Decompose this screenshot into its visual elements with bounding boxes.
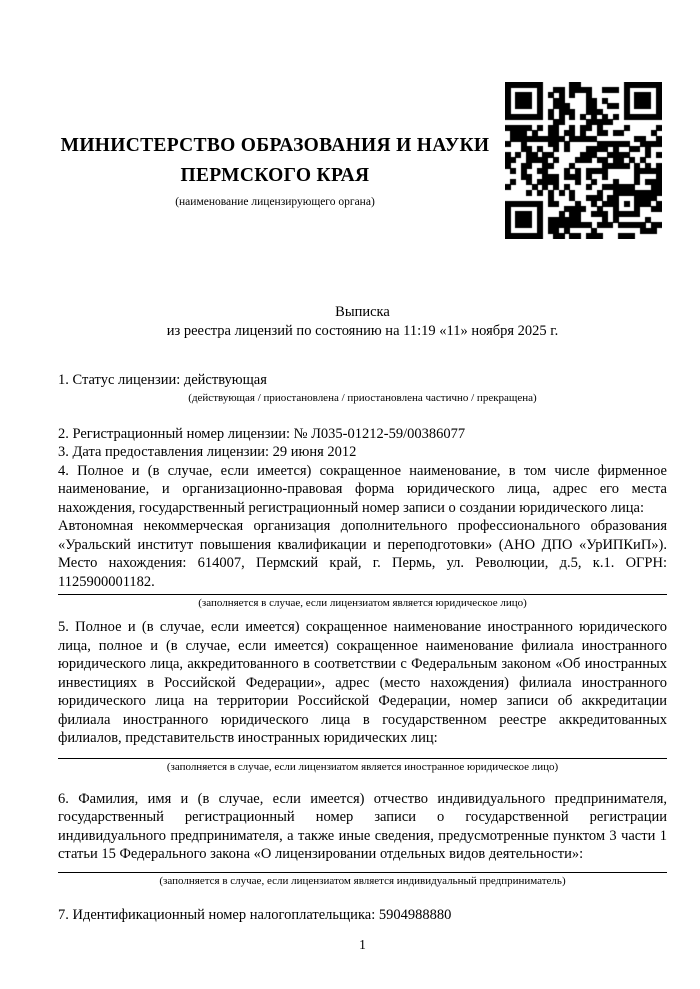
legal-entity-label: 4. Полное и (в случае, если имеется) сокращенное наименование, в том числе фирменное наименование, и организационно-правовая форма юридического лица, адрес его места нахождения, государственный регистрационный номер записи о создании юридического лица: <box>58 462 667 516</box>
license-grant-date: 3. Дата предоставления лицензии: 29 июня 2012 <box>58 444 357 460</box>
fill-in-line <box>58 872 667 873</box>
legal-entity-value: Автономная некоммерческая организация дополнительного профессионального образования «Уральский институт повышения квалификации и переподготовки» (АНО ДПО «УрИПКиП»). Место нахождения: 614007, Пермский край, г. Пермь, ул. Революции, д.5, к.1. ОГРН: 1125900001182. <box>58 518 667 590</box>
license-status-options-caption: (действующая / приостановлена / приостановлена частично / прекращена) <box>188 391 537 404</box>
title-line1: Выписка <box>335 304 390 320</box>
page-number: 1 <box>359 937 366 952</box>
title-line2: из реестра лицензий по состоянию на 11:19 «11» ноября 2025 г. <box>166 322 559 339</box>
document-body <box>58 303 667 955</box>
license-status-text: 1. Статус лицензии: действующая <box>58 372 267 388</box>
section-legal-entity <box>58 462 667 611</box>
individual-entrepreneur-caption: (заполняется в случае, если лицензиатом является индивидуальный предприниматель) <box>159 874 566 887</box>
license-registration-number: 2. Регистрационный номер лицензии: № Л035-01212-59/00386077 <box>58 425 466 442</box>
individual-entrepreneur-label: 6. Фамилия, имя и (в случае, если имеется) отчество индивидуального предпринимателя, государственный регистрационный номер записи о государственной регистрации индивидуального предпринимателя, а также иные сведения, предусмотренные пунктом 3 части 1 статьи 15 Федерального закона «О лицензировании отдельных видов деятельности»: <box>58 790 667 862</box>
section-individual-entrepreneur <box>58 790 667 888</box>
section-foreign-entity <box>58 618 667 774</box>
taxpayer-id-number: 7. Идентификационный номер налогоплательщика: 5904988880 <box>58 906 452 923</box>
foreign-entity-caption: (заполняется в случае, если лицензиатом является иностранное юридическое лицо) <box>166 760 559 773</box>
fill-in-line <box>58 594 667 595</box>
ministry-header <box>50 131 500 209</box>
section-license-status <box>58 371 667 405</box>
ministry-caption: (наименование лицензирующего органа) <box>175 196 375 208</box>
ministry-name-line1: МИНИСТЕРСТВО ОБРАЗОВАНИЯ И НАУКИ <box>60 135 490 156</box>
qr-code-icon <box>505 82 662 239</box>
fill-in-line <box>58 758 667 759</box>
foreign-entity-label: 5. Полное и (в случае, если имеется) сокращенное наименование иностранного юридического лица, полное и (в случае, если имеется) сокращенное наименование филиала иностранного юридического лица, аккредитованного в соответствии с Федеральным законом «Об иностранных инвестициях в Российской Федерации», адрес (место нахождения) филиала иностранного юридического лица на территории Российской Федерации, номер записи об аккредитации филиала иностранного юридического лица в государственном реестре аккредитованных филиалов, представительств иностранных юридических лиц: <box>58 619 667 746</box>
ministry-name-line2: ПЕРМСКОГО КРАЯ <box>180 165 370 186</box>
legal-entity-caption: (заполняется в случае, если лицензиатом является юридическое лицо) <box>198 597 527 609</box>
document-title <box>58 303 667 340</box>
